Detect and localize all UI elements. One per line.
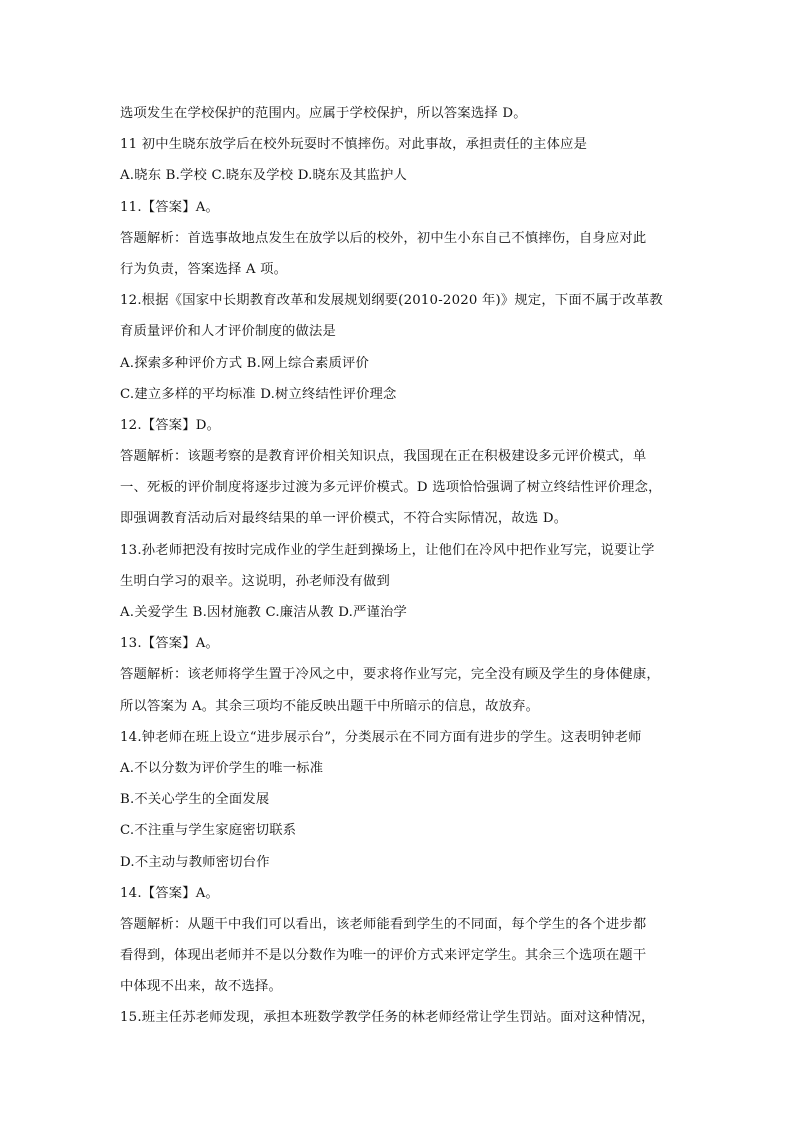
question-14-option-a: A.不以分数为评价学生的唯一标准: [120, 760, 324, 776]
analysis-11-cont: 行为负责，答案选择 A 项。: [120, 261, 288, 277]
question-14-option-b: B.不关心学生的全面发展: [120, 792, 270, 808]
question-12-options-cd: C.建立多样的平均标准 D.树立终结性评价理念: [120, 386, 397, 402]
answer-11: 11.【答案】A。: [120, 199, 220, 215]
analysis-11: 答题解析：首选事故地点发生在放学以后的校外，初中生小东自己不慎摔伤，自身应对此: [120, 230, 647, 246]
text-line: 选项发生在学校保护的范围内。应属于学校保护，所以答案选择 D。: [120, 106, 527, 121]
question-13-options: A.关爱学生 B.因材施教 C.廉洁从教 D.严谨治学: [120, 605, 407, 620]
analysis-12-cont: 一、死板的评价制度将逐步过渡为多元评价模式。D 选项恰恰强调了树立终结性评价理念，: [120, 480, 662, 496]
analysis-12-cont: 即强调教育活动后对最终结果的单一评价模式，不符合实际情况，故选 D。: [120, 511, 568, 527]
analysis-13-cont: 所以答案为 A。其余三项均不能反映出题干中所暗示的信息，故放弃。: [120, 698, 540, 714]
analysis-14-cont: 看得到，体现出老师并不是以分数作为唯一的评价方式来评定学生。其余三个选项在题干: [120, 948, 647, 964]
question-14: 14.钟老师在班上设立“进步展示台”，分类展示在不同方面有进步的学生。这表明钟老师: [120, 729, 642, 745]
analysis-12: 答题解析：该题考察的是教育评价相关知识点，我国现在正在积极建设多元评价模式，单: [120, 449, 647, 465]
answer-13: 13.【答案】A。: [120, 636, 220, 652]
question-12-cont: 育质量评价和人才评价制度的做法是: [120, 324, 336, 340]
analysis-14-cont: 中体现不出来，故不选择。: [120, 979, 282, 995]
question-11-options: A.晓东 B.学校 C.晓东及学校 D.晓东及其监护人: [120, 168, 407, 184]
question-13: 13.孙老师把没有按时完成作业的学生赶到操场上，让他们在冷风中把作业写完，说要让学: [120, 542, 655, 558]
question-11: 11 初中生晓东放学后在校外玩耍时不慎摔伤。对此事故，承担责任的主体应是: [120, 137, 588, 153]
question-15: 15.班主任苏老师发现，承担本班数学教学任务的林老师经常让学生罚站。面对这种情况，: [120, 1010, 655, 1026]
document-body: [120, 98, 676, 1034]
question-12-options-ab: A.探索多种评价方式 B.网上综合素质评价: [120, 355, 370, 371]
answer-12: 12.【答案】D。: [120, 417, 221, 433]
question-12: 12.根据《国家中长期教育改革和发展规划纲要(2010-2020 年)》规定，下面不属于改革教: [120, 293, 663, 309]
question-14-option-d: D.不主动与教师密切台作: [120, 854, 270, 870]
question-13-cont: 生明白学习的艰辛。这说明，孙老师没有做到: [120, 573, 390, 589]
question-14-option-c: C.不注重与学生家庭密切联系: [120, 823, 297, 839]
answer-14: 14.【答案】A。: [120, 885, 220, 901]
analysis-14: 答题解析：从题干中我们可以看出，该老师能看到学生的不同面，每个学生的各个进步都: [120, 916, 647, 932]
analysis-13: 答题解析：该老师将学生置于冷风之中，要求将作业写完，完全没有顾及学生的身体健康，: [120, 667, 660, 683]
